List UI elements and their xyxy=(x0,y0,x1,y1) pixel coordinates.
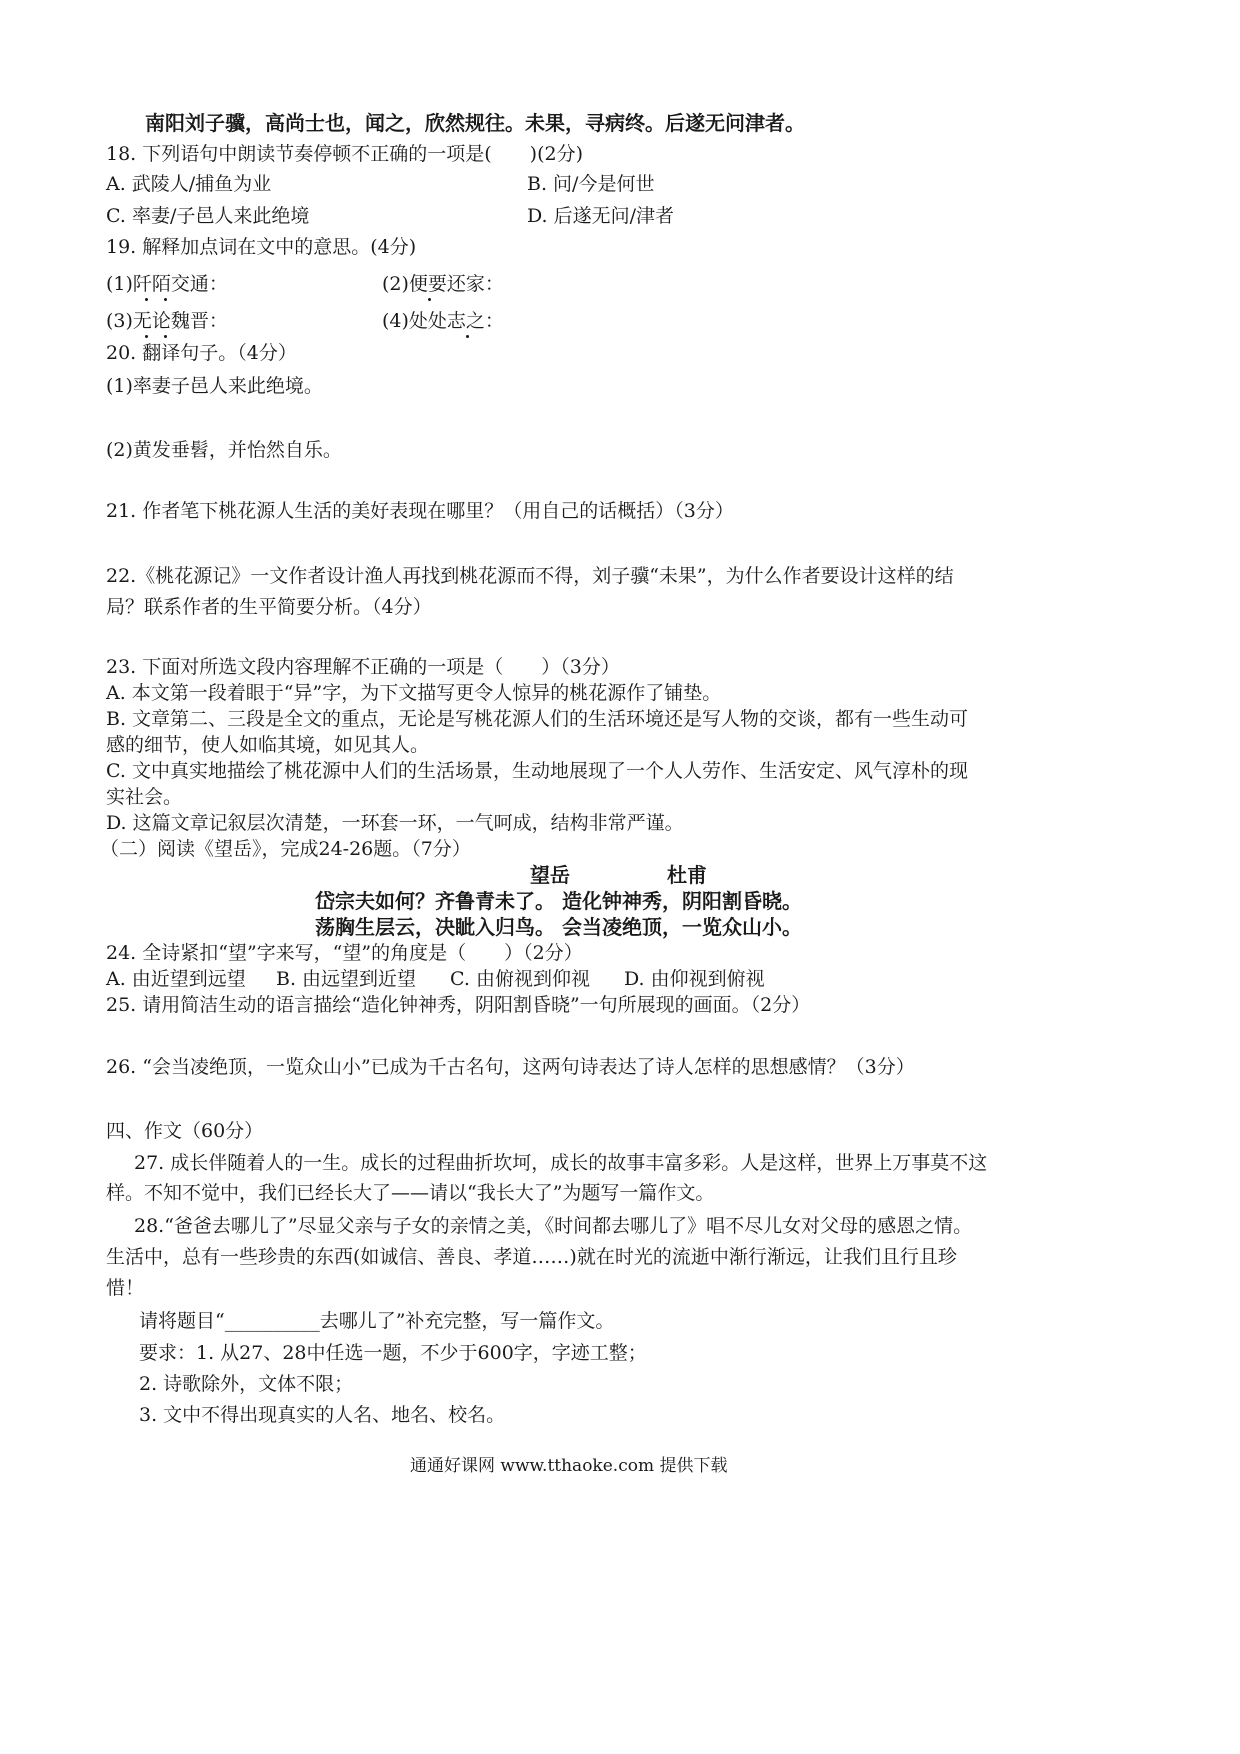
q24-option-a: A. 由近望到远望 xyxy=(106,968,246,990)
requirement-3: 3. 文中不得出现真实的人名、地名、校名。 xyxy=(139,1404,506,1426)
q19-item-4: (4)处处志之： xyxy=(382,310,504,332)
q19-item-2: (2)便要还家： xyxy=(382,273,504,295)
q27-line-2: 样。不知不觉中，我们已经长大了——请以“我长大了”为题写一篇作文。 xyxy=(106,1182,715,1204)
q18-option-a: A. 武陵人/捕鱼为业 xyxy=(106,173,272,195)
requirement-1: 要求：1. 从27、28中任选一题，不少于600字，字迹工整； xyxy=(139,1342,647,1364)
emphasis-dot xyxy=(428,298,431,301)
section-2-heading: （二）阅读《望岳》，完成24-26题。（7分） xyxy=(100,838,471,860)
page-footer: 通通好课网 www.tthaoke.com 提供下载 xyxy=(410,1456,728,1476)
q23-option-d: D. 这篇文章记叙层次清楚，一环套一环，一气呵成，结构非常严谨。 xyxy=(106,812,684,834)
q24-option-d: D. 由仰视到俯视 xyxy=(624,968,765,990)
emphasis-dot xyxy=(164,335,167,338)
requirement-2: 2. 诗歌除外，文体不限； xyxy=(139,1373,354,1395)
q19-item-1: (1)阡陌交通： xyxy=(106,273,228,295)
q18-option-d: D. 后遂无问/津者 xyxy=(527,205,675,227)
q24-option-c: C. 由俯视到仰视 xyxy=(450,968,590,990)
emphasis-dot xyxy=(145,335,148,338)
poem-title: 望岳 xyxy=(530,863,570,887)
poem-author: 杜甫 xyxy=(667,863,707,887)
question-25: 25. 请用简洁生动的语言描绘“造化钟神秀，阴阳割昏晓”一句所展现的画面。（2分） xyxy=(106,994,811,1016)
poem-line-2: 荡胸生层云，决眦入归鸟。 会当凌绝顶，一览众山小。 xyxy=(315,915,802,939)
q28-line-2: 生活中，总有一些珍贵的东西(如诚信、善良、孝道……)就在时光的流逝中渐行渐远，让我们且行且珍 xyxy=(106,1246,957,1268)
q22-line-2: 局？联系作者的生平简要分析。（4分） xyxy=(106,596,432,618)
emphasis-dot xyxy=(164,298,167,301)
q20-item-2: (2)黄发垂髫，并怡然自乐。 xyxy=(106,439,342,461)
q18-option-c: C. 率妻/子邑人来此绝境 xyxy=(106,205,310,227)
q19-item-3: (3)无论魏晋： xyxy=(106,310,228,332)
q18-option-b: B. 问/今是何世 xyxy=(527,173,655,195)
poem-line-1: 岱宗夫如何？齐鲁青未了。 造化钟神秀，阴阳割昏晓。 xyxy=(315,889,802,913)
q24-stem: 24. 全诗紧扣“望”字来写，“望”的角度是（ ）（2分） xyxy=(106,942,583,964)
question-21: 21. 作者笔下桃花源人生活的美好表现在哪里？（用自己的话概括）（3分） xyxy=(106,500,734,522)
q23-option-a: A. 本文第一段着眼于“异”字，为下文描写更令人惊异的桃花源作了铺垫。 xyxy=(106,682,722,704)
q23-option-c-line-2: 实社会。 xyxy=(106,786,183,808)
q23-option-c-line-1: C. 文中真实地描绘了桃花源中人们的生活场景，生动地展现了一个人人劳作、生活安定、风气淳朴的现 xyxy=(106,760,968,782)
q27-line-1: 27. 成长伴随着人的一生。成长的过程曲折坎坷，成长的故事丰富多彩。人是这样，世界上万事莫不这 xyxy=(134,1152,988,1174)
q23-option-b-line-2: 感的细节，使人如临其境，如见其人。 xyxy=(106,734,430,756)
passage-tail: 南阳刘子骥，高尚士也，闻之，欣然规往。未果，寻病终。后遂无问津者。 xyxy=(145,111,805,135)
emphasis-dot xyxy=(466,335,469,338)
q23-stem: 23. 下面对所选文段内容理解不正确的一项是（ ）（3分） xyxy=(106,656,620,678)
q20-stem: 20. 翻译句子。（4分） xyxy=(106,342,297,364)
essay-instruction: 请将题目“__________去哪儿了”补充完整，写一篇作文。 xyxy=(139,1310,615,1332)
section-4-heading: 四、作文（60分） xyxy=(106,1120,264,1142)
emphasis-dot xyxy=(145,298,148,301)
q23-option-b-line-1: B. 文章第二、三段是全文的重点，无论是写桃花源人们的生活环境还是写人物的交谈，都有一些生动可 xyxy=(106,708,969,730)
q28-line-1: 28.“爸爸去哪儿了”尽显父亲与子女的亲情之美，《时间都去哪儿了》唱不尽儿女对父母的感恩之情。 xyxy=(134,1215,973,1237)
q19-stem: 19. 解释加点词在文中的意思。(4分) xyxy=(106,236,417,258)
question-26: 26. “会当凌绝顶，一览众山小”已成为千古名句，这两句诗表达了诗人怎样的思想感情？（3分） xyxy=(106,1056,915,1078)
q28-line-3: 惜！ xyxy=(106,1277,145,1299)
q24-option-b: B. 由远望到近望 xyxy=(276,968,417,990)
q20-item-1: (1)率妻子邑人来此绝境。 xyxy=(106,375,323,397)
q22-line-1: 22.《桃花源记》一文作者设计渔人再找到桃花源而不得，刘子骥“未果”，为什么作者要设计这样的结 xyxy=(106,565,954,587)
q18-stem: 18. 下列语句中朗读节奏停顿不正确的一项是( )(2分) xyxy=(106,143,583,165)
